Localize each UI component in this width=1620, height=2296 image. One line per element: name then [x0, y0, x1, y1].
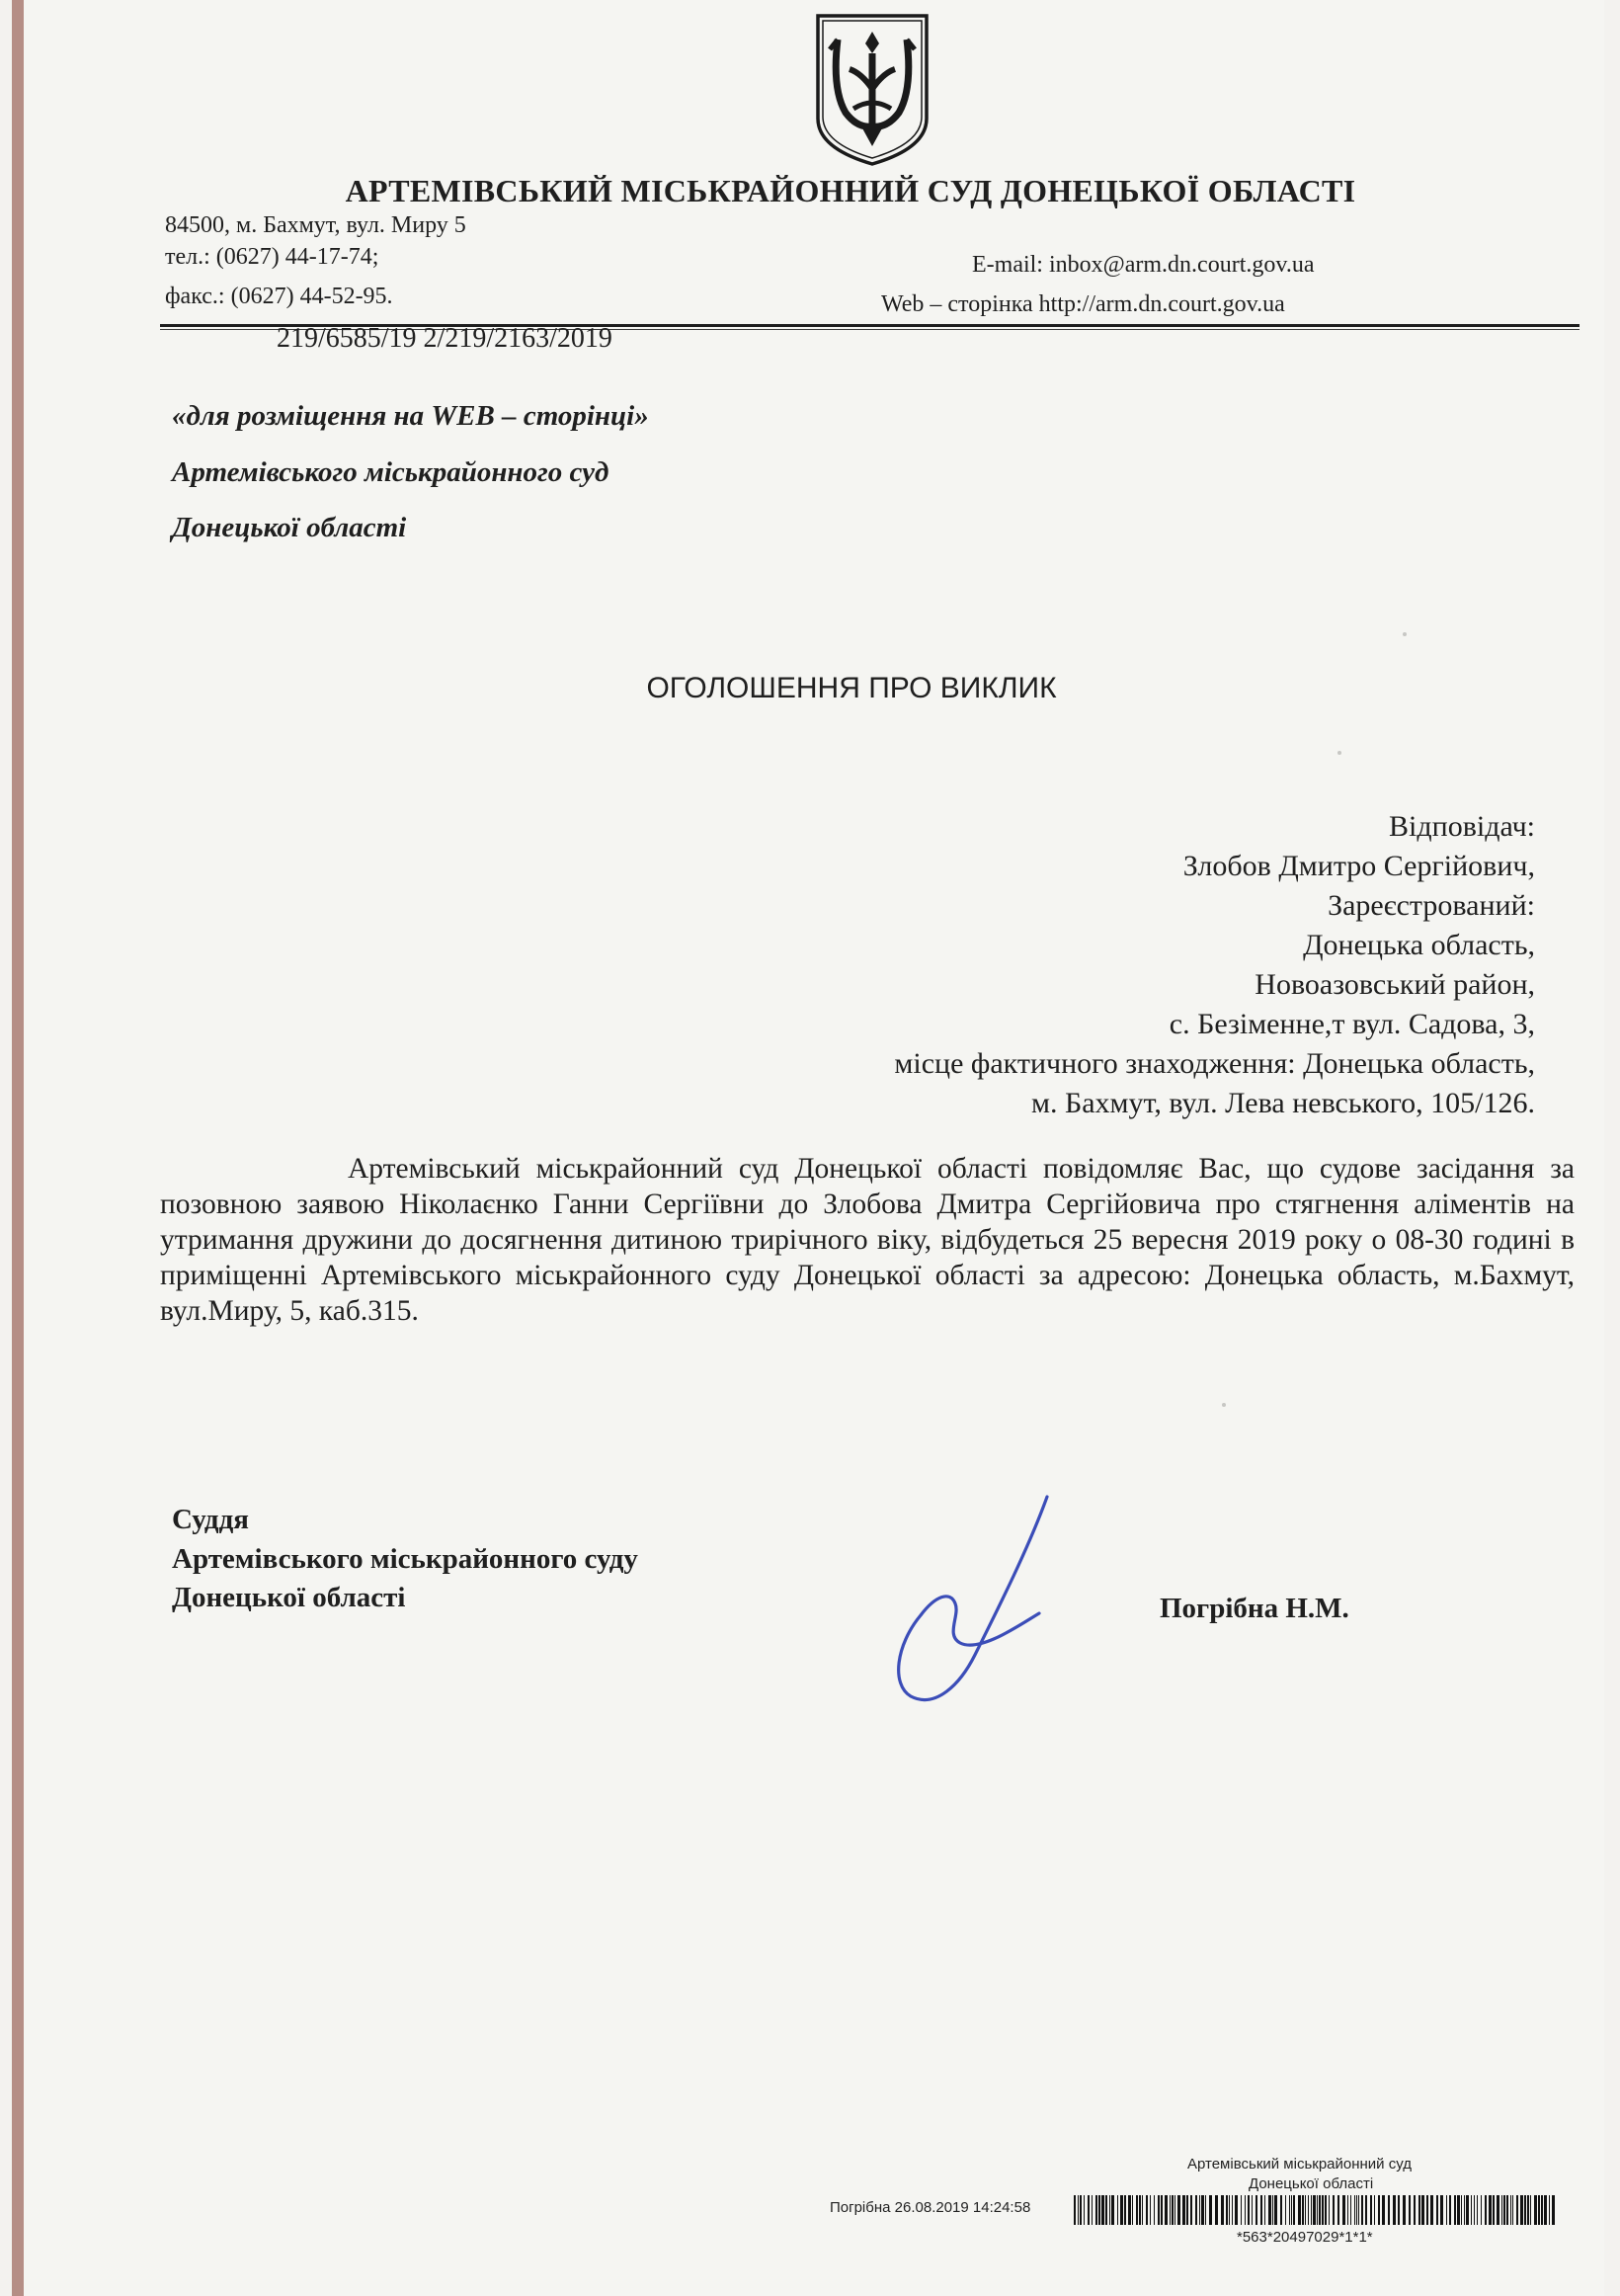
- barcode-bar: [1414, 2195, 1416, 2225]
- court-website: Web – сторінка http://arm.dn.court.gov.ua: [881, 291, 1285, 317]
- barcode-bar: [1095, 2195, 1097, 2225]
- respondent-village: с. Безіменне,т вул. Садова, 3,: [1169, 1008, 1535, 1040]
- respondent-region: Донецька область,: [1303, 929, 1535, 961]
- barcode-bar: [1241, 2195, 1242, 2225]
- placement-note: «для розміщення на WEB – сторінці»: [172, 400, 649, 432]
- signature-title: Суддя: [172, 1504, 249, 1535]
- barcode-bar: [1268, 2195, 1271, 2225]
- barcode-bar: [1313, 2195, 1316, 2225]
- barcode-bar: [1172, 2195, 1174, 2225]
- barcode-bar: [1124, 2195, 1126, 2225]
- barcode-bar: [1165, 2195, 1168, 2225]
- barcode-bar: [1538, 2195, 1540, 2225]
- barcode-bar: [1154, 2195, 1155, 2225]
- barcode-bar: [1418, 2195, 1420, 2225]
- barcode-icon: [1074, 2195, 1558, 2225]
- barcode-bar: [1101, 2195, 1104, 2225]
- barcode-bar: [1481, 2195, 1482, 2225]
- barcode-bar: [1205, 2195, 1206, 2225]
- barcode-bar: [1358, 2195, 1359, 2225]
- barcode-bar: [1074, 2195, 1076, 2225]
- document-title: ОГОЛОШЕННЯ ПРО ВИКЛИК: [646, 672, 1057, 704]
- respondent-name: Злобов Дмитро Сергійович,: [1182, 850, 1535, 882]
- barcode-bar: [1105, 2195, 1107, 2225]
- barcode-bar: [1289, 2195, 1290, 2225]
- barcode-bar: [1454, 2195, 1456, 2225]
- barcode-bar: [1552, 2195, 1555, 2225]
- barcode-bar: [1403, 2195, 1406, 2225]
- barcode-bar: [1215, 2195, 1218, 2225]
- barcode-bar: [1209, 2195, 1212, 2225]
- barcode-bar: [1382, 2195, 1385, 2225]
- barcode-number: *563*20497029*1*1*: [1237, 2229, 1373, 2246]
- notice-body: [160, 1151, 1575, 1329]
- barcode-bar: [1544, 2195, 1547, 2225]
- barcode-bar: [1464, 2195, 1465, 2225]
- barcode-bar: [1088, 2195, 1090, 2225]
- placement-region: Донецької області: [172, 512, 407, 543]
- barcode-bar: [1370, 2195, 1372, 2225]
- barcode-bar: [1182, 2195, 1185, 2225]
- barcode-bar: [1260, 2195, 1262, 2225]
- barcode-bar: [1308, 2195, 1309, 2225]
- barcode-bar: [1501, 2195, 1502, 2225]
- barcode-bar: [1440, 2195, 1443, 2225]
- placement-court: Артемівського міськрайонного суд: [172, 456, 609, 488]
- barcode-bar: [1158, 2195, 1160, 2225]
- barcode-bar: [1347, 2195, 1348, 2225]
- barcode-bar: [1280, 2195, 1282, 2225]
- barcode-bar: [1409, 2195, 1411, 2225]
- barcode-bar: [1337, 2195, 1339, 2225]
- court-address: 84500, м. Бахмут, вул. Миру 5: [165, 212, 466, 238]
- barcode-bar: [1471, 2195, 1472, 2225]
- barcode-bar: [1506, 2195, 1508, 2225]
- barcode-bar: [1109, 2195, 1110, 2225]
- barcode-bar: [1245, 2195, 1246, 2225]
- actual-location-label: місце фактичного знаходження: Донецька область,: [894, 1047, 1535, 1080]
- respondent-district: Новоазовський район,: [1255, 968, 1535, 1001]
- barcode-bar: [1350, 2195, 1351, 2225]
- stamp-court-line2: Донецької області: [1249, 2175, 1374, 2192]
- barcode-bar: [1516, 2195, 1518, 2225]
- barcode-bar: [1485, 2195, 1487, 2225]
- barcode-bar: [1430, 2195, 1433, 2225]
- scan-speck: [1403, 632, 1407, 636]
- barcode-bar: [1374, 2195, 1375, 2225]
- case-number: 219/6585/19 2/219/2163/2019: [277, 323, 612, 354]
- court-name: АРТЕМІВСЬКИЙ МІСЬКРАЙОННИЙ СУД ДОНЕЦЬКОЇ ОБЛАСТІ: [345, 173, 1356, 208]
- stamp-court-line1: Артемівський міськрайонний суд: [1187, 2156, 1412, 2173]
- stamp-signed-time: Погрібна 26.08.2019 14:24:58: [830, 2199, 1031, 2216]
- barcode-bar: [1342, 2195, 1345, 2225]
- barcode-bar: [1329, 2195, 1330, 2225]
- barcode-bar: [1361, 2195, 1363, 2225]
- barcode-bar: [1146, 2195, 1148, 2225]
- barcode-bar: [1132, 2195, 1133, 2225]
- barcode-bar: [1293, 2195, 1295, 2225]
- scan-speck: [1222, 1403, 1226, 1407]
- barcode-bar: [1150, 2195, 1151, 2225]
- barcode-bar: [1520, 2195, 1523, 2225]
- barcode-bar: [1489, 2195, 1492, 2225]
- barcode-bar: [1201, 2195, 1204, 2225]
- barcode-bar: [1317, 2195, 1318, 2225]
- barcode-bar: [1493, 2195, 1495, 2225]
- barcode-bar: [1305, 2195, 1306, 2225]
- barcode-bar: [1449, 2195, 1451, 2225]
- barcode-bar: [1264, 2195, 1265, 2225]
- barcode-bar: [1421, 2195, 1424, 2225]
- barcode-bar: [1232, 2195, 1233, 2225]
- barcode-bar: [1457, 2195, 1460, 2225]
- barcode-bar: [1549, 2195, 1550, 2225]
- barcode-bar: [1378, 2195, 1380, 2225]
- barcode-bar: [1527, 2195, 1529, 2225]
- barcode-bar: [1356, 2195, 1357, 2225]
- barcode-bar: [1252, 2195, 1253, 2225]
- barcode-bar: [1235, 2195, 1238, 2225]
- barcode-bar: [1221, 2195, 1224, 2225]
- barcode-bar: [1080, 2195, 1082, 2225]
- barcode-bar: [1398, 2195, 1400, 2225]
- barcode-bar: [1291, 2195, 1292, 2225]
- barcode-bar: [1474, 2195, 1475, 2225]
- barcode-bar: [1256, 2195, 1257, 2225]
- signature-region: Донецької області: [172, 1582, 406, 1613]
- notice-paragraph: Артемівський міськрайонний суд Донецької області повідомляє Вас, що судове засідання за позовною заявою Ніколаєнко Ганни Сергіївни до Злобова Дмитра Сергійовича про стягнення аліментів на утримання дружини до досягнення дитиною трирічного віку, відбудеться 25 вересня 2019 року о 08-30 годині в приміщенні Артемівського міськрайонного суду Донецької області за адресою: Донецька область, м.Бахмут, вул.Миру, 5, каб.315.: [160, 1153, 1575, 1327]
- barcode-bar: [1298, 2195, 1301, 2225]
- barcode-bar: [1274, 2195, 1277, 2225]
- barcode-bar: [1530, 2195, 1531, 2225]
- barcode-bar: [1170, 2195, 1171, 2225]
- actual-address: м. Бахмут, вул. Лева невського, 105/126.: [1031, 1087, 1535, 1119]
- document-page: [12, 0, 1604, 2296]
- barcode-bar: [1510, 2195, 1511, 2225]
- barcode-bar: [1534, 2195, 1537, 2225]
- court-fax: факс.: (0627) 44-52-95.: [165, 284, 393, 309]
- barcode-bar: [1098, 2195, 1100, 2225]
- barcode-bar: [1365, 2195, 1367, 2225]
- barcode-bar: [1388, 2195, 1390, 2225]
- barcode-bar: [1092, 2195, 1093, 2225]
- barcode-bar: [1186, 2195, 1188, 2225]
- barcode-bar: [1393, 2195, 1396, 2225]
- barcode-bar: [1541, 2195, 1543, 2225]
- barcode-bar: [1229, 2195, 1230, 2225]
- barcode-bar: [1174, 2195, 1175, 2225]
- barcode-bar: [1333, 2195, 1335, 2225]
- barcode-bar: [1466, 2195, 1469, 2225]
- barcode-bar: [1128, 2195, 1131, 2225]
- scan-speck: [1337, 751, 1341, 755]
- barcode-bar: [1142, 2195, 1143, 2225]
- registered-label: Зареєстрований:: [1328, 889, 1535, 922]
- respondent-label: Відповідач:: [1389, 810, 1535, 843]
- barcode-bar: [1302, 2195, 1304, 2225]
- barcode-bar: [1111, 2195, 1114, 2225]
- barcode-bar: [1117, 2195, 1118, 2225]
- barcode-bar: [1136, 2195, 1138, 2225]
- barcode-bar: [1177, 2195, 1180, 2225]
- barcode-bar: [1503, 2195, 1505, 2225]
- barcode-bar: [1285, 2195, 1286, 2225]
- barcode-bar: [1446, 2195, 1447, 2225]
- barcode-bar: [1139, 2195, 1141, 2225]
- court-email: E-mail: inbox@arm.dn.court.gov.ua: [972, 252, 1315, 278]
- barcode-bar: [1120, 2195, 1123, 2225]
- judge-name: Погрібна Н.М.: [1160, 1593, 1349, 1624]
- barcode-bar: [1319, 2195, 1321, 2225]
- barcode-bar: [1190, 2195, 1192, 2225]
- barcode-bar: [1325, 2195, 1327, 2225]
- barcode-bar: [1078, 2195, 1079, 2225]
- barcode-bar: [1311, 2195, 1312, 2225]
- signature-court: Артемівського міськрайонного суду: [172, 1543, 638, 1575]
- barcode-bar: [1272, 2195, 1273, 2225]
- barcode-bar: [1426, 2195, 1428, 2225]
- barcode-bar: [1195, 2195, 1197, 2225]
- barcode-bar: [1524, 2195, 1526, 2225]
- barcode-bar: [1161, 2195, 1163, 2225]
- barcode-bar: [1461, 2195, 1462, 2225]
- barcode-bar: [1436, 2195, 1438, 2225]
- barcode-bar: [1199, 2195, 1200, 2225]
- barcode-bar: [1512, 2195, 1513, 2225]
- trident-emblem-icon: [810, 10, 934, 168]
- court-phone: тел.: (0627) 44-17-74;: [165, 244, 379, 270]
- barcode-bar: [1084, 2195, 1085, 2225]
- barcode-bar: [1226, 2195, 1228, 2225]
- barcode-bar: [1322, 2195, 1324, 2225]
- barcode-bar: [1248, 2195, 1250, 2225]
- handwritten-signature: [881, 1487, 1079, 1714]
- barcode-bar: [1477, 2195, 1478, 2225]
- barcode-bar: [1354, 2195, 1355, 2225]
- barcode-bar: [1497, 2195, 1499, 2225]
- scan-edge: [12, 0, 24, 2296]
